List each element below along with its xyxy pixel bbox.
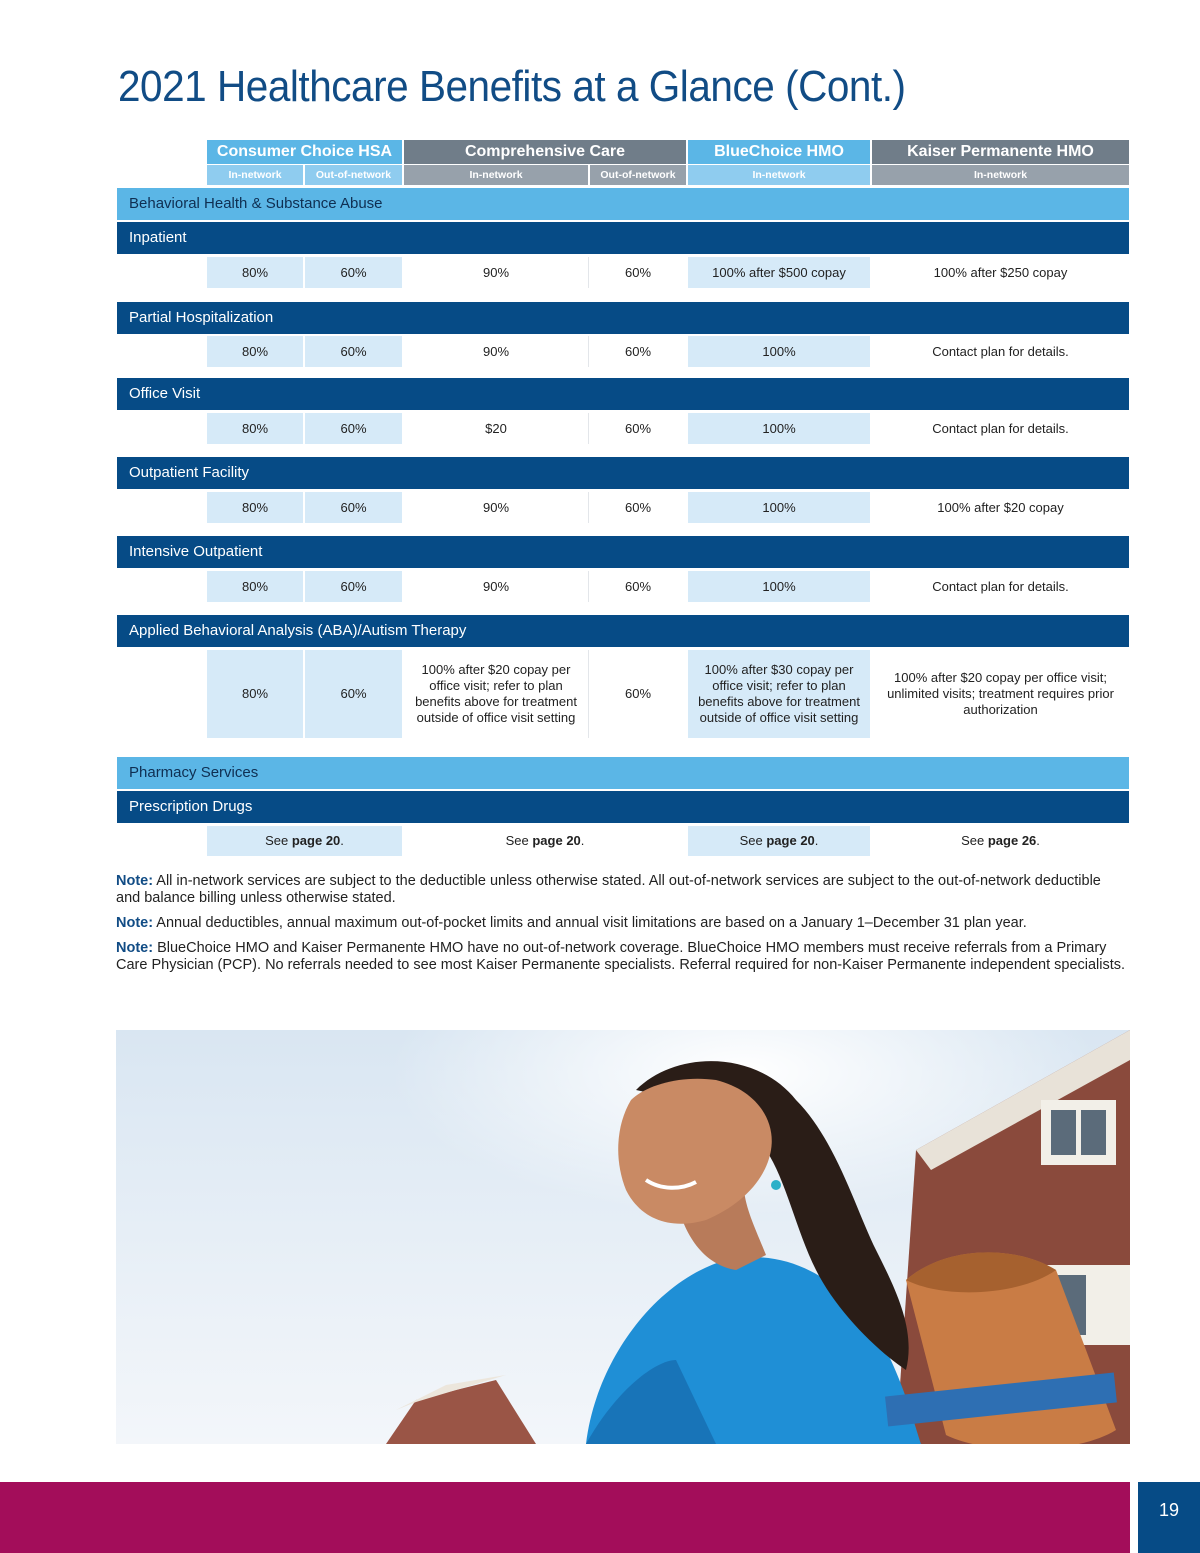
plan-header-bluechoice: BlueChoice HMO [688,140,870,164]
cell-cc-out: 60% [624,420,652,436]
subheader-kp-in-network: In-network [872,165,1129,185]
cell-hsa-in: 80% [207,650,303,738]
section-behavioral-health: Behavioral Health & Substance Abuse [117,188,1129,220]
cell-blue: 100% [688,571,870,602]
subheader-cc-in-network: In-network [404,165,588,185]
cell-cc-out: 60% [624,686,652,701]
cell-cc-in: 90% [482,264,510,280]
cell-hsa-in: 80% [207,257,303,288]
cell-kp: Contact plan for details. [932,420,1069,436]
cell-kp-rx: See page 26 . [961,833,1040,848]
page-ref-link[interactable]: page 20 [766,833,815,848]
cell-cc-rx: See page 20 . [505,833,585,848]
subheader-cc-out-of-network: Out-of-network [590,165,686,185]
category-partial-hospitalization: Partial Hospitalization [117,302,1129,334]
cell-blue: 100% [688,492,870,523]
cell-blue: 100% after $500 copay [688,257,870,288]
page-number: 19 [1138,1482,1200,1553]
cell-hsa-in: 80% [207,336,303,367]
cell-hsa-out: 60% [305,257,402,288]
category-intensive-outpatient: Intensive Outpatient [117,536,1129,568]
cell-cc-in: 90% [482,578,510,594]
notes [116,873,1126,982]
category-inpatient: Inpatient [117,222,1129,254]
cell-hsa-out: 60% [305,492,402,523]
subheader-hsa-in-network: In-network [207,165,303,185]
subheader-hsa-out-of-network: Out-of-network [305,165,402,185]
cell-hsa-rx: See page 20 . [207,826,402,856]
section-pharmacy-services: Pharmacy Services [117,757,1129,789]
cell-hsa-out: 60% [305,571,402,602]
cell-cc-out: 60% [624,343,652,359]
cell-kp: Contact plan for details. [932,343,1069,359]
cell-hsa-in: 80% [207,492,303,523]
cell-cc-in: 90% [482,343,510,359]
cell-blue: 100% after $30 copay per office visit; refer to plan benefits above for treatment outside of office visit setting [688,650,870,738]
note-referrals: Note: BlueChoice HMO and Kaiser Permanente HMO have no out-of-network coverage. BlueChoice HMO members must receive referrals from a Primary Care Physician (PCP). No referrals needed to see most Kaiser Permanente specialists. Referral required for non-Kaiser Permanente independent specialists. [116,940,1126,973]
subheader-blue-in-network: In-network [688,165,870,185]
page-ref-link[interactable]: page 20 [291,833,341,848]
cell-cc-in: 90% [482,499,510,515]
plan-header-kaiser: Kaiser Permanente HMO [872,140,1129,164]
cell-cc-in: 100% after $20 copay per office visit; refer to plan benefits above for treatment outside of office visit setting [415,662,577,725]
cell-hsa-in: 80% [207,413,303,444]
page-title: 2021 Healthcare Benefits at a Glance (Cont.) [118,62,906,111]
cell-blue: 100% [688,336,870,367]
cell-cc-out: 60% [624,578,652,594]
category-aba-autism-therapy: Applied Behavioral Analysis (ABA)/Autism Therapy [117,615,1129,647]
cell-hsa-out: 60% [305,336,402,367]
plan-header-hsa: Consumer Choice HSA [207,140,402,164]
category-outpatient-facility: Outpatient Facility [117,457,1129,489]
cell-blue: 100% [688,413,870,444]
cell-hsa-out: 60% [305,650,402,738]
page-ref-link[interactable]: page 26 [987,833,1037,848]
cell-kp: 100% after $20 copay [937,499,1064,515]
page-ref-link[interactable]: page 20 [532,833,581,848]
cell-hsa-in: 80% [207,571,303,602]
note-deductible: Note: All in-network services are subject to the deductible unless otherwise stated. All out-of-network services are subject to the out-of-network deductible and balance billing unless otherwise stated. [116,873,1101,906]
cell-kp: Contact plan for details. [932,578,1069,594]
cell-cc-out: 60% [624,499,652,515]
footer-bar [0,1482,1130,1553]
category-prescription-drugs: Prescription Drugs [117,791,1129,823]
cell-cc-in: $20 [485,420,507,436]
note-plan-year: Note: Annual deductibles, annual maximum out-of-pocket limits and annual visit limitations are based on a January 1–December 31 plan year. [116,915,1027,931]
cell-cc-out: 60% [624,264,652,280]
cell-kp: 100% after $20 copay per office visit; unlimited visits; treatment requires prior authorization [887,670,1114,717]
cell-kp: 100% after $250 copay [933,264,1068,280]
photo-woman-with-yoga-mat [116,1030,1130,1444]
category-office-visit: Office Visit [117,378,1129,410]
plan-header-comprehensive-care: Comprehensive Care [404,140,686,164]
cell-hsa-out: 60% [305,413,402,444]
cell-blue-rx: See page 20 . [688,826,870,856]
